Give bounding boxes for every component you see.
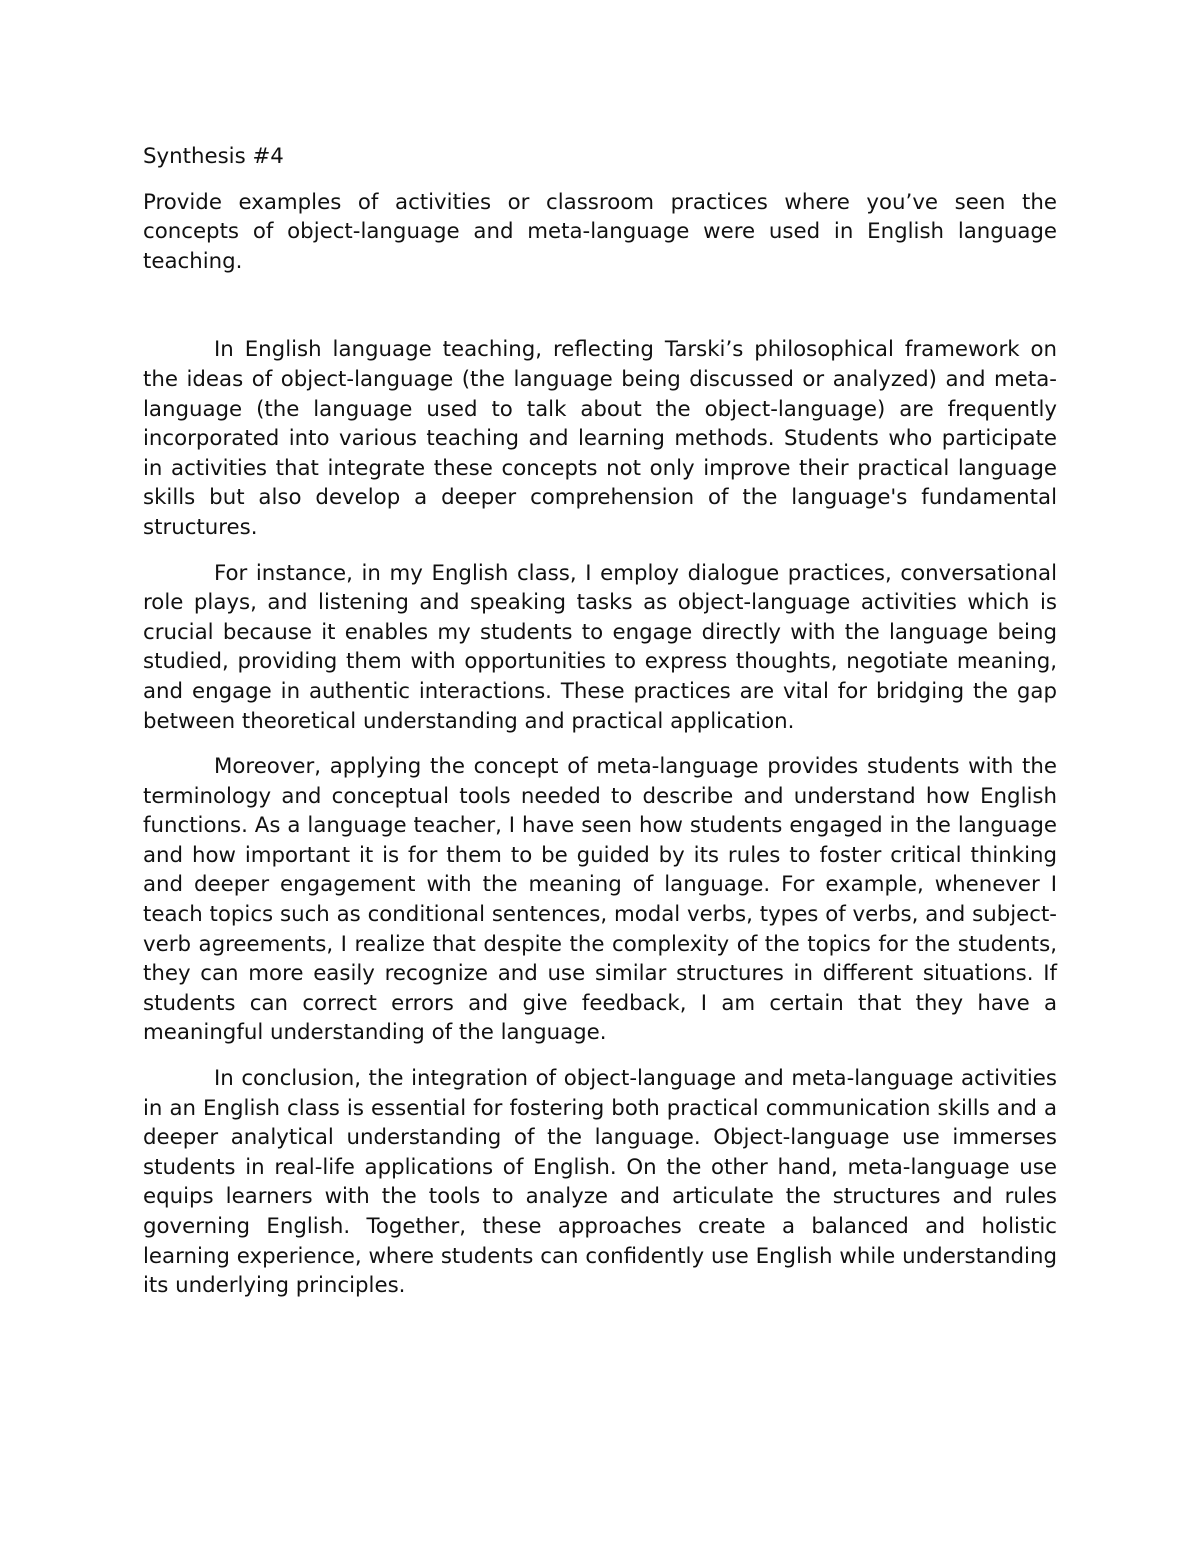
paragraph-object-language-example: For instance, in my English class, I employ dialogue practices, conversational role plays, and listening and speaking tasks as object-language activities which is crucial because it enables my students to engage directly with the language being studied, providing them with opportunities to express thoughts, negotiate meaning, and engage in authentic interactions. These practices are vital for bridging the gap between theoretical understanding and practical application. [143, 560, 1057, 734]
paragraph-introduction: In English language teaching, reflecting Tarski’s philosophical framework on the ideas of object-language (the language being discussed or analyzed) and meta-language (the language used to talk about the object-language) are frequently incorporated into various teaching and learning methods. Students who participate in activities that integrate these concepts not only improve their practical language skills but also develop a deeper comprehension of the language's fundamental structures. [143, 337, 1057, 540]
document-title: Synthesis #4 [143, 144, 284, 169]
paragraph-meta-language-example: Moreover, applying the concept of meta-language provides students with the terminology and conceptual tools needed to describe and understand how English functions. As a language teacher, I have seen how students engaged in the language and how important it is for them to be guided by its rules to foster critical thinking and deeper engagement with the meaning of language. For example, whenever I teach topics such as conditional sentences, modal verbs, types of verbs, and subject-verb agreements, I realize that despite the complexity of the topics for the students, they can more easily recognize and use similar structures in different situations. If students can correct errors and give feedback, I am certain that they have a meaningful understanding of the language. [143, 754, 1057, 1046]
paragraph-conclusion: In conclusion, the integration of object-language and meta-language activities in an English class is essential for fostering both practical communication skills and a deeper analytical understanding of the language. Object-language use immerses students in real-life applications of English. On the other hand, meta-language use equips learners with the tools to analyze and articulate the structures and rules governing English. Together, these approaches create a balanced and holistic learning experience, where students can confidently use English while understanding its underlying principles. [143, 1066, 1057, 1299]
assignment-prompt: Provide examples of activities or classroom practices where you’ve seen the concepts of object-language and meta-language were used in English language teaching. [143, 189, 1057, 274]
document-body [143, 142, 1057, 1317]
blank-space [143, 276, 1057, 335]
